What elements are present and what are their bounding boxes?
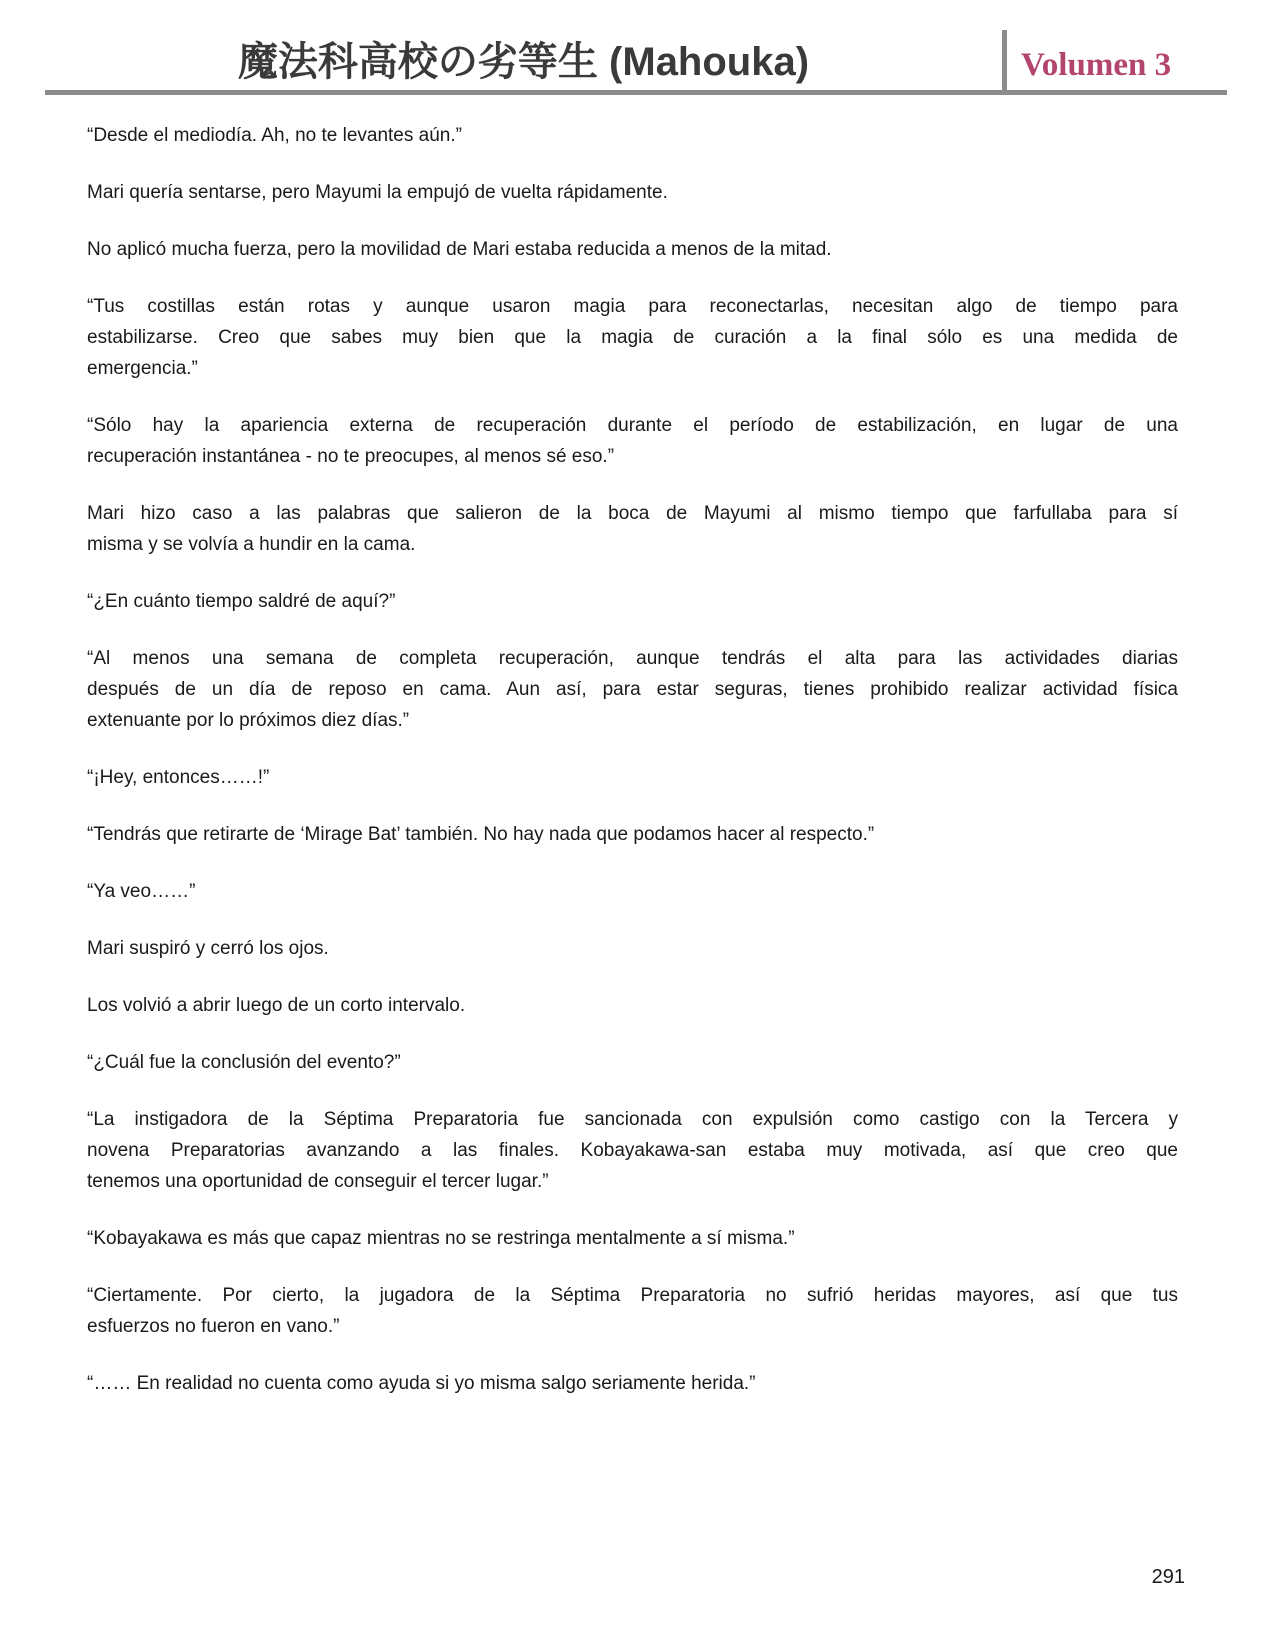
text-line: Mari hizo caso a las palabras que salieron de la boca de Mayumi al mismo tiempo que farfullaba para sí — [87, 503, 1178, 524]
text-line: estabilizarse. Creo que sabes muy bien que la magia de curación a la final sólo es una medida de — [87, 327, 1178, 348]
paragraph — [87, 1104, 1178, 1197]
text-line: misma y se volvía a hundir en la cama. — [87, 534, 416, 555]
text-line: Los volvió a abrir luego de un corto intervalo. — [87, 995, 466, 1016]
paragraph — [87, 762, 1178, 793]
paragraph — [87, 498, 1178, 560]
text-line: “Desde el mediodía. Ah, no te levantes aún.” — [87, 125, 462, 146]
text-line: después de un día de reposo en cama. Aun así, para estar seguras, tienes prohibido realizar actividad física — [87, 679, 1178, 700]
text-line: esfuerzos no fueron en vano.” — [87, 1316, 340, 1337]
paragraph — [87, 1047, 1178, 1078]
paragraph — [87, 643, 1178, 736]
header-title-cell — [45, 40, 1002, 90]
paragraph — [87, 933, 1178, 964]
paragraph — [87, 876, 1178, 907]
text-line: Mari suspiró y cerró los ojos. — [87, 938, 329, 959]
text-line: “Tendrás que retirarte de ‘Mirage Bat’ también. No hay nada que podamos hacer al respecto.” — [87, 824, 875, 845]
text-line: extenuante por lo próximos diez días.” — [87, 710, 410, 731]
paragraph — [87, 1223, 1178, 1254]
volume-label: Volumen 3 — [1021, 47, 1172, 83]
paragraph — [87, 990, 1178, 1021]
text-line: “Sólo hay la apariencia externa de recuperación durante el período de estabilización, en lugar de una — [87, 415, 1178, 436]
text-line: “¡Hey, entonces……!” — [87, 767, 270, 788]
paragraph — [87, 234, 1178, 265]
paragraph — [87, 1280, 1178, 1342]
text-line: emergencia.” — [87, 358, 198, 379]
page-body — [87, 95, 1178, 1399]
text-line: “¿Cuál fue la conclusión del evento?” — [87, 1052, 401, 1073]
text-line: No aplicó mucha fuerza, pero la movilidad de Mari estaba reducida a menos de la mitad. — [87, 239, 832, 260]
paragraph — [87, 819, 1178, 850]
header-volume-cell — [1007, 49, 1227, 90]
text-line: “Ya veo……” — [87, 881, 196, 902]
text-line: “Tus costillas están rotas y aunque usaron magia para reconectarlas, necesitan algo de tiempo para — [87, 296, 1178, 317]
text-line: tenemos una oportunidad de conseguir el tercer lugar.” — [87, 1171, 549, 1192]
paragraph — [87, 177, 1178, 208]
text-line: “La instigadora de la Séptima Preparatoria fue sancionada con expulsión como castigo con la Tercera y — [87, 1109, 1178, 1130]
text-line: “¿En cuánto tiempo saldré de aquí?” — [87, 591, 396, 612]
paragraph — [87, 1368, 1178, 1399]
paragraph — [87, 120, 1178, 151]
page-number: 291 — [1151, 1566, 1185, 1588]
text-line: novena Preparatorias avanzando a las finales. Kobayakawa-san estaba muy motivada, así que creo que — [87, 1140, 1178, 1161]
page-header — [45, 0, 1227, 90]
paragraph — [87, 291, 1178, 384]
text-line: “…… En realidad no cuenta como ayuda si yo misma salgo seriamente herida.” — [87, 1373, 756, 1394]
text-line: “Kobayakawa es más que capaz mientras no se restringa mentalmente a sí misma.” — [87, 1228, 795, 1249]
text-line: Mari quería sentarse, pero Mayumi la empujó de vuelta rápidamente. — [87, 182, 668, 203]
text-line: “Al menos una semana de completa recuperación, aunque tendrás el alta para las actividades diarias — [87, 648, 1178, 669]
paragraph — [87, 410, 1178, 472]
text-line: recuperación instantánea - no te preocupes, al menos sé eso.” — [87, 446, 615, 467]
text-line: “Ciertamente. Por cierto, la jugadora de la Séptima Preparatoria no sufrió heridas mayores, así que tus — [87, 1285, 1178, 1306]
paragraph — [87, 586, 1178, 617]
book-title: 魔法科高校の劣等生 (Mahouka) — [237, 40, 810, 84]
